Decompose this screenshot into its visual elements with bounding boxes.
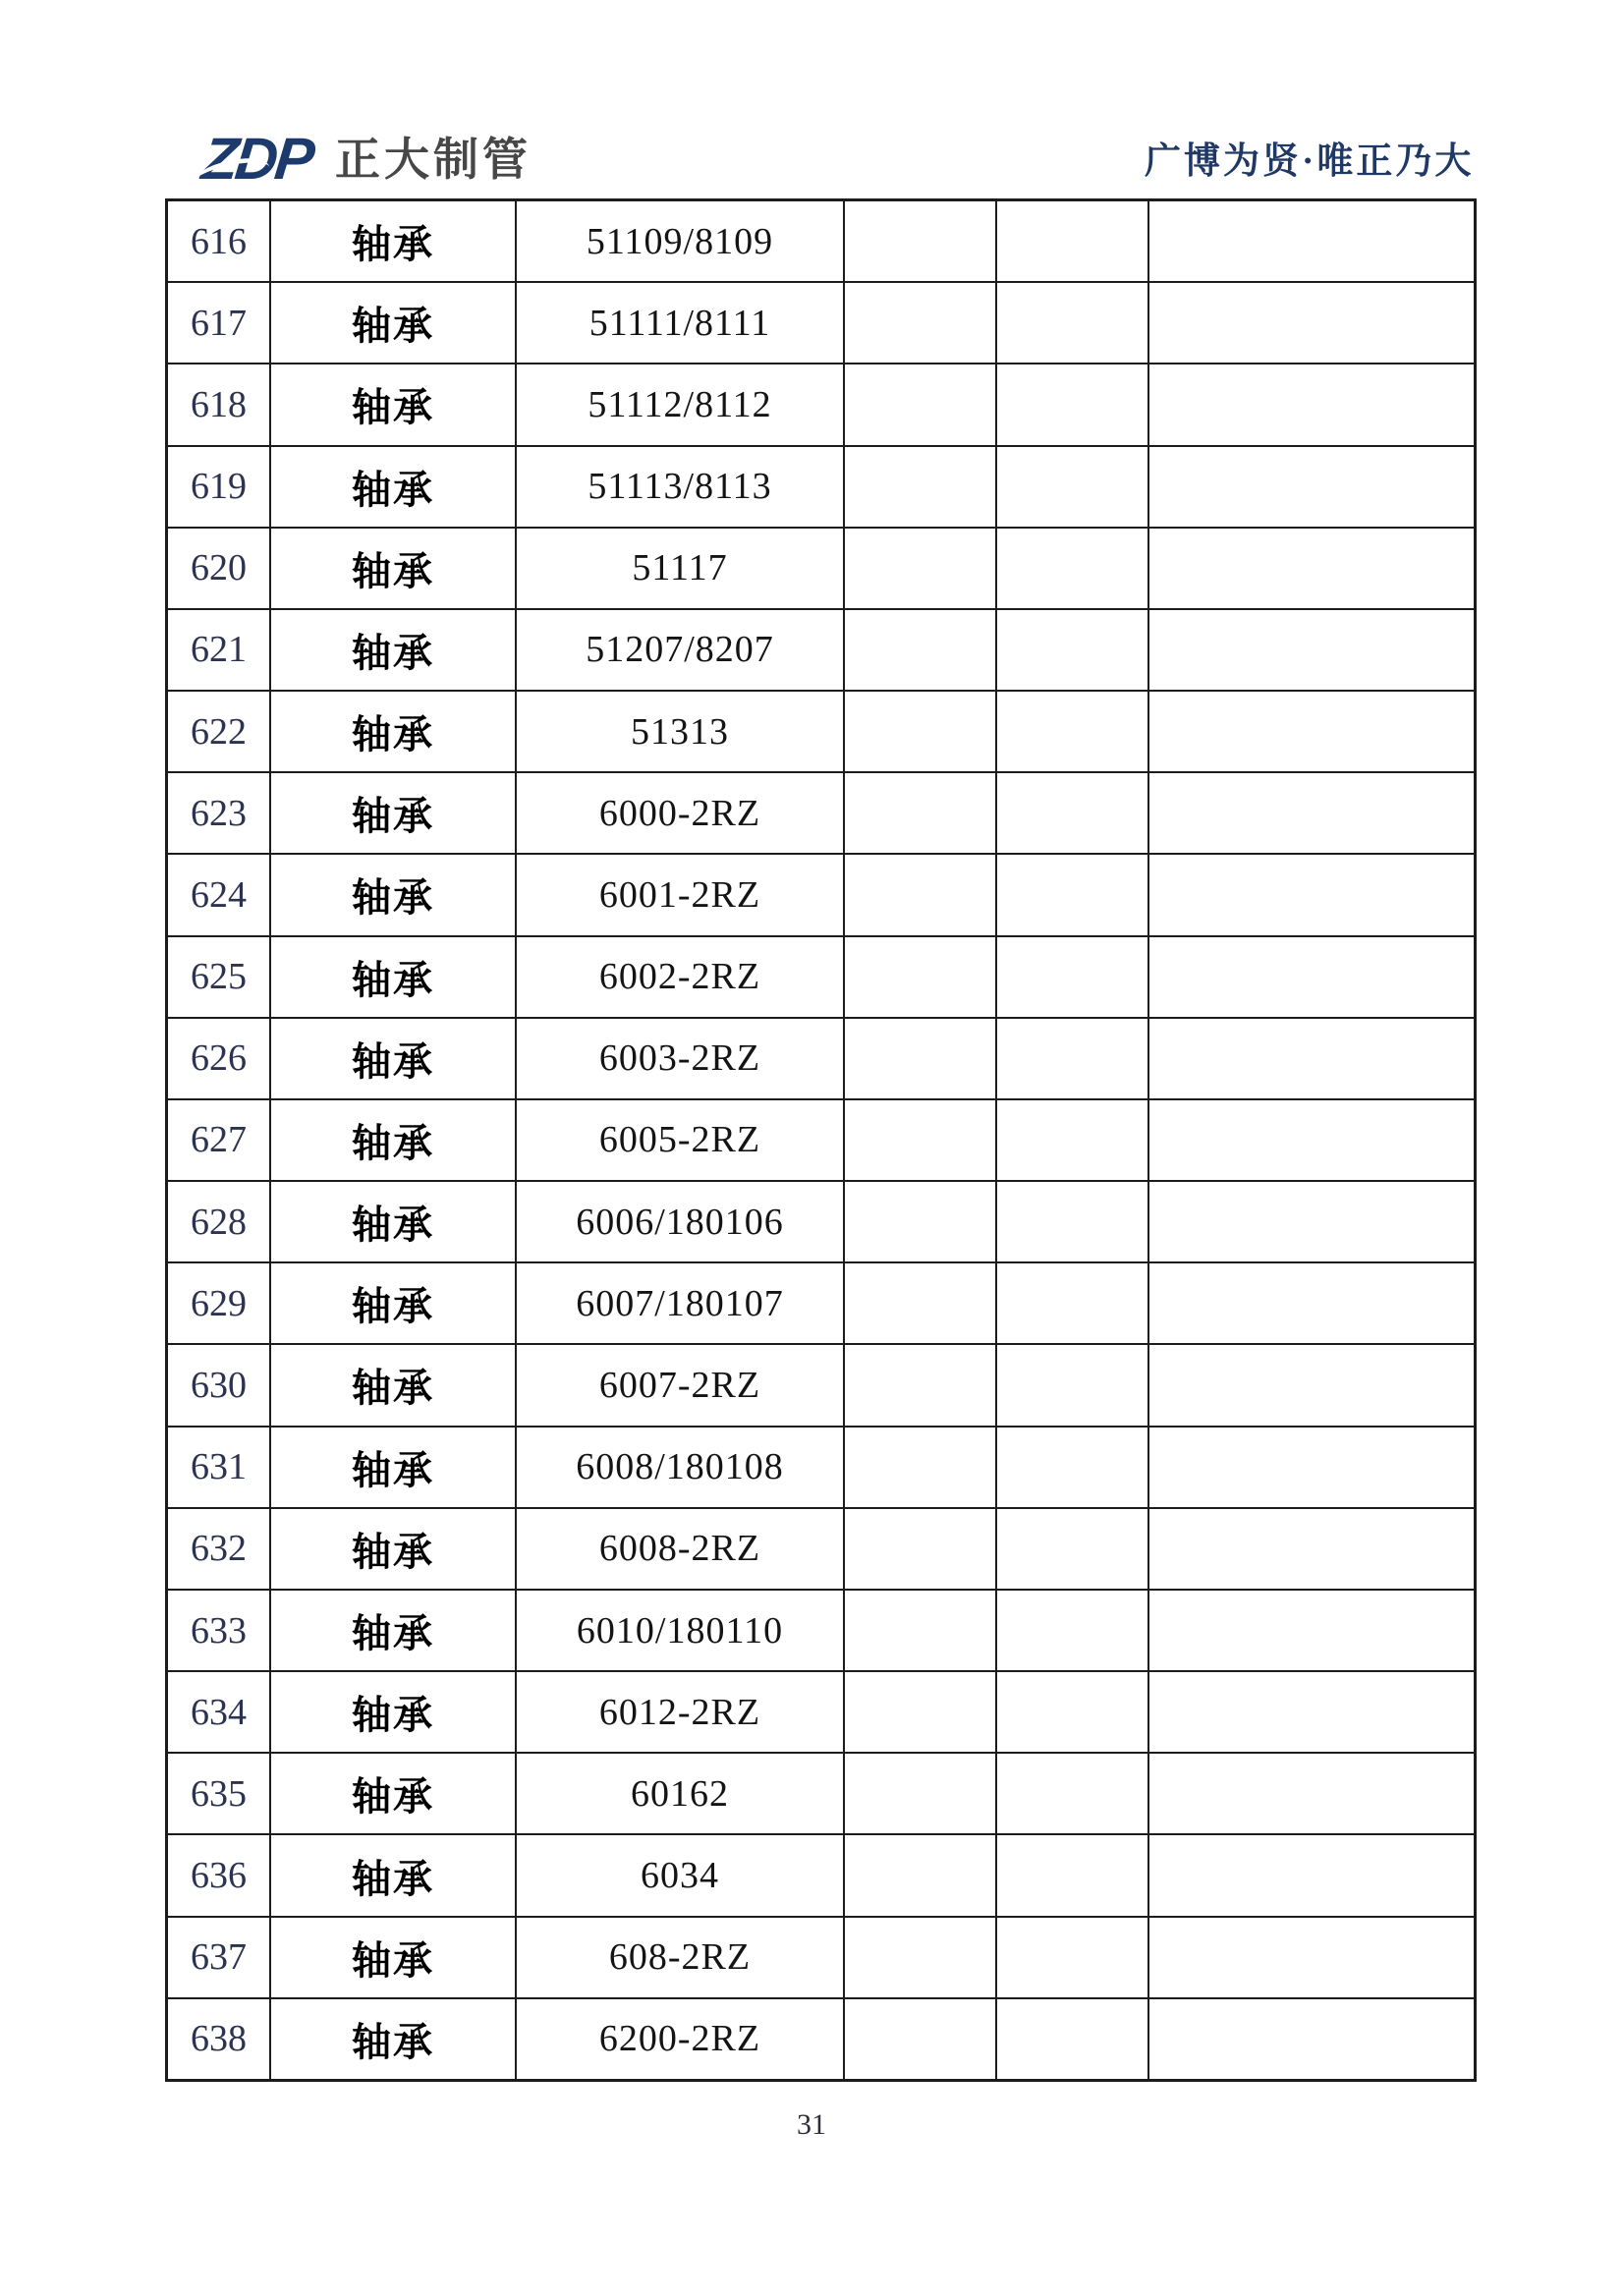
table-row — [168, 364, 1474, 446]
zdp-logo-icon — [198, 126, 315, 192]
empty-cell — [1149, 1182, 1474, 1261]
empty-cell — [845, 1672, 997, 1752]
empty-cell — [1149, 447, 1474, 527]
table-row — [168, 1999, 1474, 2079]
model-cell: 608-2RZ — [517, 1918, 845, 1997]
row-number-cell: 625 — [168, 937, 271, 1017]
company-slogan: 广博为贤·唯正乃大 — [1145, 141, 1475, 182]
empty-cell — [997, 364, 1149, 444]
empty-cell — [1149, 364, 1474, 444]
page-number: 31 — [797, 2108, 826, 2141]
empty-cell — [1149, 529, 1474, 608]
empty-cell — [997, 1591, 1149, 1670]
model-cell: 6007-2RZ — [517, 1345, 845, 1425]
part-name-cell: 轴承 — [271, 1672, 517, 1752]
company-logo — [198, 126, 532, 192]
empty-cell — [845, 1345, 997, 1425]
empty-cell — [997, 1999, 1149, 2079]
empty-cell — [845, 283, 997, 363]
empty-cell — [1149, 773, 1474, 853]
empty-cell — [997, 1019, 1149, 1098]
part-name-cell: 轴承 — [271, 692, 517, 771]
row-number-cell: 623 — [168, 773, 271, 853]
empty-cell — [1149, 1019, 1474, 1098]
model-cell: 51112/8112 — [517, 364, 845, 444]
model-cell: 6010/180110 — [517, 1591, 845, 1670]
model-cell: 6008/180108 — [517, 1428, 845, 1507]
table-row — [168, 1182, 1474, 1263]
model-cell: 60162 — [517, 1754, 845, 1833]
table-row — [168, 773, 1474, 855]
empty-cell — [845, 364, 997, 444]
part-name-cell: 轴承 — [271, 283, 517, 363]
empty-cell — [997, 1918, 1149, 1997]
row-number-cell: 620 — [168, 529, 271, 608]
empty-cell — [1149, 283, 1474, 363]
row-number-cell: 626 — [168, 1019, 271, 1098]
model-cell: 6200-2RZ — [517, 1999, 845, 2079]
model-cell: 6005-2RZ — [517, 1100, 845, 1180]
row-number-cell: 621 — [168, 610, 271, 690]
model-cell: 51117 — [517, 529, 845, 608]
table-row — [168, 201, 1474, 283]
part-name-cell: 轴承 — [271, 1918, 517, 1997]
empty-cell — [997, 610, 1149, 690]
empty-cell — [845, 1182, 997, 1261]
empty-cell — [997, 1509, 1149, 1589]
part-name-cell: 轴承 — [271, 855, 517, 934]
model-cell: 51111/8111 — [517, 283, 845, 363]
table-row — [168, 1918, 1474, 1999]
row-number-cell: 634 — [168, 1672, 271, 1752]
part-name-cell: 轴承 — [271, 201, 517, 281]
empty-cell — [845, 773, 997, 853]
part-name-cell: 轴承 — [271, 1019, 517, 1098]
table-row — [168, 1428, 1474, 1509]
row-number-cell: 624 — [168, 855, 271, 934]
row-number-cell: 622 — [168, 692, 271, 771]
table-row — [168, 283, 1474, 364]
model-cell: 6003-2RZ — [517, 1019, 845, 1098]
table-row — [168, 692, 1474, 773]
empty-cell — [997, 1835, 1149, 1915]
table-row — [168, 1835, 1474, 1917]
empty-cell — [997, 1754, 1149, 1833]
empty-cell — [1149, 1509, 1474, 1589]
table-row — [168, 1509, 1474, 1591]
empty-cell — [997, 1182, 1149, 1261]
empty-cell — [997, 855, 1149, 934]
row-number-cell: 629 — [168, 1263, 271, 1343]
empty-cell — [1149, 1999, 1474, 2079]
model-cell: 6007/180107 — [517, 1263, 845, 1343]
table-row — [168, 610, 1474, 692]
empty-cell — [997, 1345, 1149, 1425]
table-row — [168, 937, 1474, 1019]
empty-cell — [1149, 1591, 1474, 1670]
row-number-cell: 628 — [168, 1182, 271, 1261]
logo-text: ZDP — [198, 126, 315, 192]
empty-cell — [845, 1835, 997, 1915]
empty-cell — [997, 773, 1149, 853]
empty-cell — [1149, 1918, 1474, 1997]
model-cell: 6006/180106 — [517, 1182, 845, 1261]
part-name-cell: 轴承 — [271, 1100, 517, 1180]
empty-cell — [845, 1263, 997, 1343]
row-number-cell: 632 — [168, 1509, 271, 1589]
empty-cell — [845, 447, 997, 527]
model-cell: 51313 — [517, 692, 845, 771]
part-name-cell: 轴承 — [271, 773, 517, 853]
model-cell: 51207/8207 — [517, 610, 845, 690]
table-row — [168, 1019, 1474, 1100]
empty-cell — [845, 201, 997, 281]
empty-cell — [1149, 1835, 1474, 1915]
part-name-cell: 轴承 — [271, 447, 517, 527]
row-number-cell: 618 — [168, 364, 271, 444]
row-number-cell: 638 — [168, 1999, 271, 2079]
empty-cell — [845, 1509, 997, 1589]
model-cell: 6001-2RZ — [517, 855, 845, 934]
part-name-cell: 轴承 — [271, 937, 517, 1017]
empty-cell — [997, 529, 1149, 608]
company-name: 正大制管 — [335, 134, 532, 185]
empty-cell — [1149, 855, 1474, 934]
empty-cell — [845, 1918, 997, 1997]
empty-cell — [1149, 1345, 1474, 1425]
empty-cell — [845, 1591, 997, 1670]
empty-cell — [997, 283, 1149, 363]
empty-cell — [1149, 692, 1474, 771]
empty-cell — [845, 1754, 997, 1833]
part-name-cell: 轴承 — [271, 1835, 517, 1915]
row-number-cell: 637 — [168, 1918, 271, 1997]
row-number-cell: 636 — [168, 1835, 271, 1915]
empty-cell — [997, 201, 1149, 281]
row-number-cell: 633 — [168, 1591, 271, 1670]
empty-cell — [845, 1019, 997, 1098]
empty-cell — [997, 937, 1149, 1017]
parts-table — [165, 198, 1477, 2082]
part-name-cell: 轴承 — [271, 1182, 517, 1261]
empty-cell — [845, 1428, 997, 1507]
part-name-cell: 轴承 — [271, 1428, 517, 1507]
table-row — [168, 1754, 1474, 1835]
empty-cell — [1149, 937, 1474, 1017]
table-row — [168, 1591, 1474, 1672]
row-number-cell: 619 — [168, 447, 271, 527]
table-row — [168, 1263, 1474, 1345]
model-cell: 6012-2RZ — [517, 1672, 845, 1752]
empty-cell — [845, 937, 997, 1017]
empty-cell — [1149, 1263, 1474, 1343]
model-cell: 6002-2RZ — [517, 937, 845, 1017]
row-number-cell: 630 — [168, 1345, 271, 1425]
part-name-cell: 轴承 — [271, 1591, 517, 1670]
part-name-cell: 轴承 — [271, 1263, 517, 1343]
part-name-cell: 轴承 — [271, 610, 517, 690]
row-number-cell: 631 — [168, 1428, 271, 1507]
empty-cell — [1149, 1672, 1474, 1752]
empty-cell — [845, 855, 997, 934]
part-name-cell: 轴承 — [271, 1345, 517, 1425]
part-name-cell: 轴承 — [271, 1999, 517, 2079]
model-cell: 51109/8109 — [517, 201, 845, 281]
row-number-cell: 627 — [168, 1100, 271, 1180]
empty-cell — [997, 1100, 1149, 1180]
model-cell: 6008-2RZ — [517, 1509, 845, 1589]
empty-cell — [845, 1999, 997, 2079]
row-number-cell: 616 — [168, 201, 271, 281]
table-row — [168, 855, 1474, 936]
row-number-cell: 617 — [168, 283, 271, 363]
model-cell: 6034 — [517, 1835, 845, 1915]
empty-cell — [845, 692, 997, 771]
empty-cell — [997, 447, 1149, 527]
part-name-cell: 轴承 — [271, 1509, 517, 1589]
table-row — [168, 1100, 1474, 1182]
row-number-cell: 635 — [168, 1754, 271, 1833]
model-cell: 51113/8113 — [517, 447, 845, 527]
table-row — [168, 1345, 1474, 1427]
empty-cell — [845, 529, 997, 608]
empty-cell — [1149, 201, 1474, 281]
part-name-cell: 轴承 — [271, 529, 517, 608]
empty-cell — [997, 1428, 1149, 1507]
part-name-cell: 轴承 — [271, 364, 517, 444]
model-cell: 6000-2RZ — [517, 773, 845, 853]
table-row — [168, 447, 1474, 529]
part-name-cell: 轴承 — [271, 1754, 517, 1833]
table-row — [168, 1672, 1474, 1754]
empty-cell — [845, 1100, 997, 1180]
empty-cell — [997, 1263, 1149, 1343]
empty-cell — [997, 1672, 1149, 1752]
empty-cell — [1149, 1428, 1474, 1507]
empty-cell — [845, 610, 997, 690]
empty-cell — [1149, 1754, 1474, 1833]
empty-cell — [997, 692, 1149, 771]
table-row — [168, 529, 1474, 610]
empty-cell — [1149, 610, 1474, 690]
empty-cell — [1149, 1100, 1474, 1180]
